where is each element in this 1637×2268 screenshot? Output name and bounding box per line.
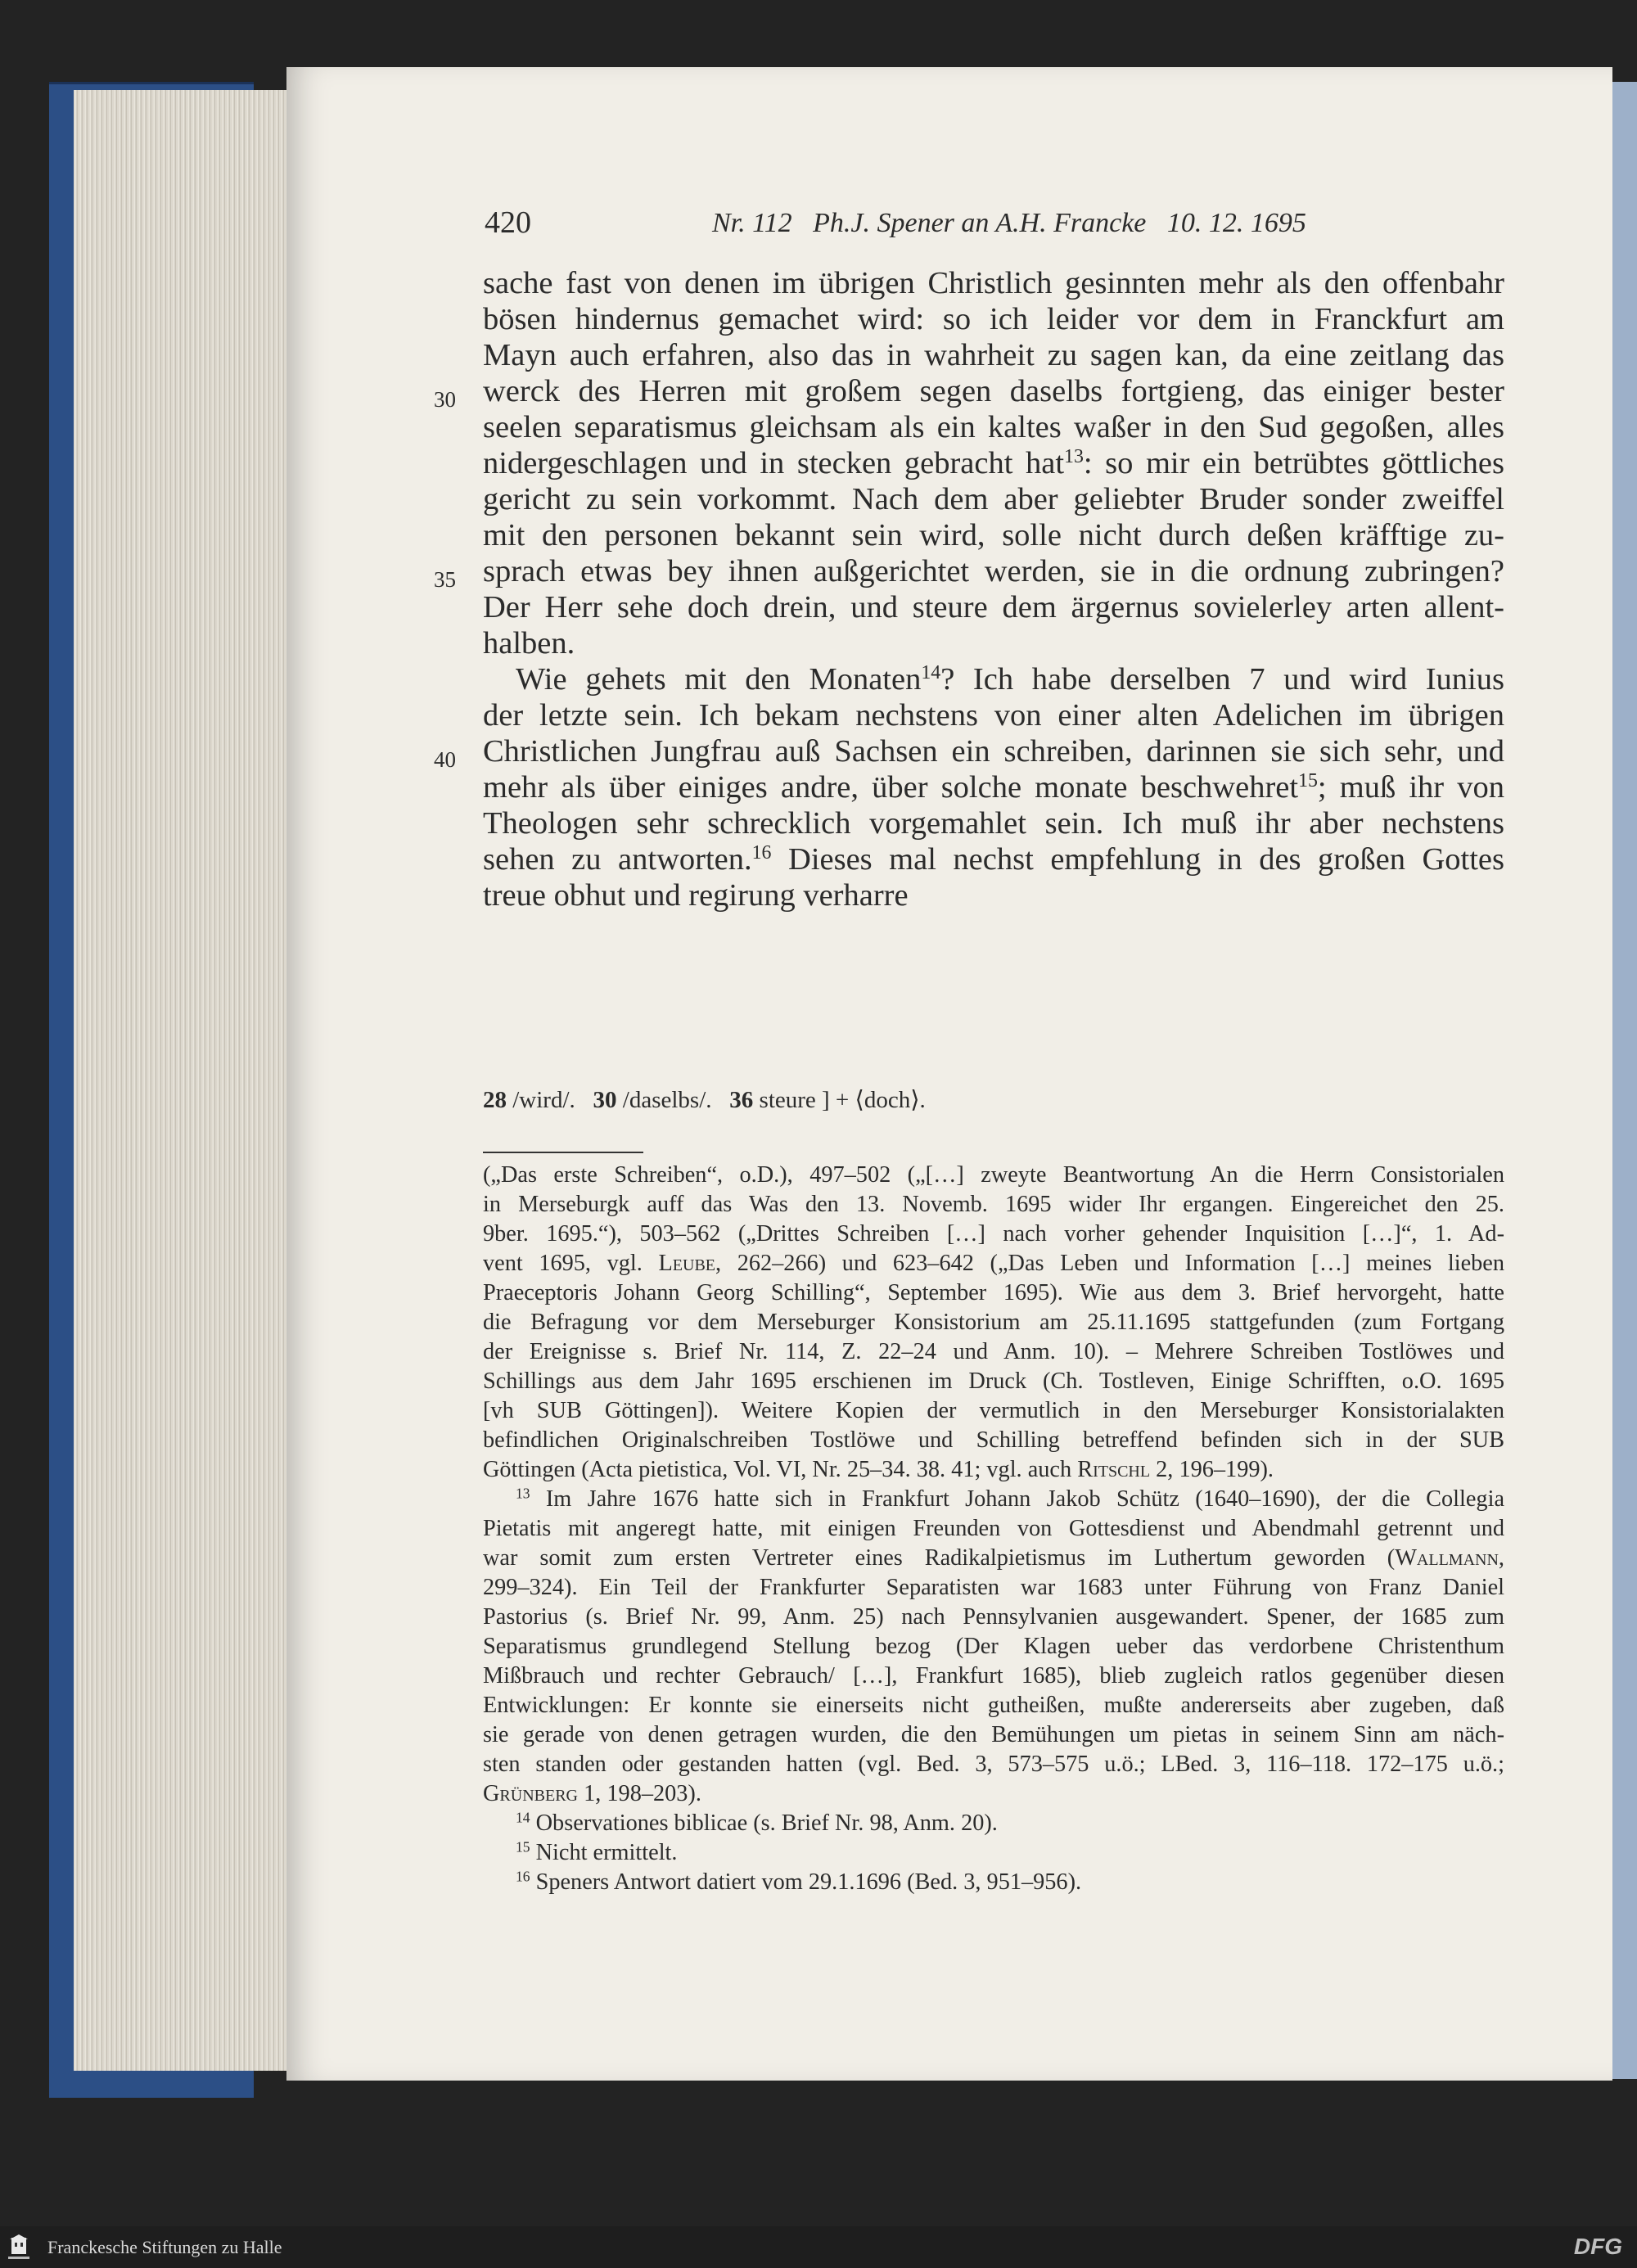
body-line: gericht zu sein vorkommt. Nach dem aber geliebter Bruder sonder zweiffel [483,482,1504,516]
body-line: sache fast von denen im übrigen Christlich gesinnten mehr als den offenbahr [483,266,1504,300]
footnote-line: $^{16}$ Speners Antwort datiert vom 29.1.1696 (Bed. 3, 951–956). [516,1868,1082,1895]
footnote-divider [483,1152,643,1153]
footnote-line: Pastorius (s. Brief Nr. 99, Anm. 25) nach Pennsylvanien ausgewandert. Spener, der 1685 zum [483,1604,1504,1630]
institution-logo-icon [5,2234,33,2262]
dfg-logo: DFG [1573,2234,1622,2259]
body-line: halben. [483,626,575,661]
line-number: 35 [434,567,456,592]
footnote-ref: 16 [751,841,772,863]
footnote-line: die Befragung vor dem Merseburger Konsistorium am 25.11.1695 stattgefunden (zum Fortgang [483,1310,1504,1335]
footnote-line: Mißbrauch und rechter Gebrauch/ […], Frankfurt 1685), blieb zugleich ratlos gegenüber diesen [483,1663,1504,1689]
footnote-line: sten standen oder gestanden hatten (vgl. Bed. 3, 573–575 u.ö.; LBed. 3, 116–118. 172–175 u.ö.; [483,1752,1504,1777]
page-number: 420 [485,205,531,240]
footnote-line: vent 1695, vgl. Leube, 262–266) und 623–642 („Das Leben und Information […] meines lieben [483,1251,1504,1276]
body-line: nidergeschlagen und in stecken gebracht hat$^{13}$: so mir ein betrübtes göttliches [483,445,1504,480]
footnote-line: befindlichen Originalschreiben Tostlöwe und Schilling betreffend befinden sich in der SUB [483,1427,1504,1453]
footnote-ref: 13 [1064,445,1084,467]
running-head: Nr. 112 Ph.J. Spener an A.H. Francke 10. 12. 1695 [712,208,1306,238]
footnote-ref: 14 [921,661,941,683]
body-line: Christlichen Jungfrau auß Sachsen ein schreiben, darinnen sie sich sehr, und [483,734,1504,769]
institution-name: Franckesche Stiftungen zu Halle [47,2237,282,2257]
footnote-line: sie gerade von denen getragen wurden, die den Bemühungen um pietas in seinem Sinn am näch- [483,1722,1504,1747]
footnote-line: Göttingen (Acta pietistica, Vol. VI, Nr. 25–34. 38. 41; vgl. auch Ritschl 2, 196–199). [483,1457,1274,1482]
page-edges [74,90,286,2071]
footnote-line: Praeceptoris Johann Georg Schilling“, September 1695). Wie aus dem 3. Brief hervorgeht, hatte [483,1280,1504,1305]
body-line: werck des Herren mit großem segen daselbs fortgieng, das einiger bester [483,374,1504,408]
footnote-number: 14 [516,1809,530,1826]
body-line: der letzte sein. Ich bekam nechstens von einer alten Adelichen im übrigen [483,698,1504,733]
footnote-line: Grünberg 1, 198–203). [483,1781,701,1806]
footnote-line: Pietatis mit angeregt hatte, mit einigen Freunden von Gottesdienst und Abendmahl getrennt und [483,1516,1504,1541]
body-line: Mayn auch erfahren, also das in wahrheit zu sagen kan, da eine zeitlang das [483,338,1504,372]
body-line: treue obhut und regirung verharre [483,878,909,913]
footnote-line: Schillings aus dem Jahr 1695 erschienen im Druck (Ch. Tostleven, Einige Schrifften, o.O. 1695 [483,1368,1504,1394]
footnote-line: $^{14}$ Observationes biblicae (s. Brief Nr. 98, Anm. 20). [516,1809,998,1836]
body-line: mehr als über einiges andre, über solche monate beschwehret$^{15}$; muß ihr von [483,769,1504,805]
body-line: mit den personen bekannt sein wird, solle nicht durch deßen kräfftige zu- [483,518,1504,552]
body-line: bösen hindernus gemachet wird: so ich leider vor dem in Franckfurt am [483,302,1504,336]
footnote-line: der Ereignisse s. Brief Nr. 114, Z. 22–24 und Anm. 10). – Mehrere Schreiben Tostlöwes und [483,1339,1504,1364]
body-line: seelen separatismus gleichsam als ein kaltes waßer in den Sud gegoßen, alles [483,410,1504,444]
footnote-number: 16 [516,1868,530,1885]
footnote-line: 299–324). Ein Teil der Frankfurter Separatisten war 1683 unter Führung von Franz Daniel [483,1575,1504,1600]
footnote-line: Entwicklungen: Er konnte sie einerseits nicht gutheißen, mußte andererseits aber zugeben, daß [483,1693,1504,1718]
body-line: sprach etwas bey ihnen außgerichtet werden, sie in die ordnung zubringen? [483,554,1504,588]
footnote-line: („Das erste Schreiben“, o.D.), 497–502 („[…] zweyte Beantwortung An die Herrn Consistorialen [483,1162,1504,1188]
footnote-line: $^{15}$ Nicht ermittelt. [516,1838,678,1865]
line-number: 40 [434,747,456,772]
body-line: Der Herr sehe doch drein, und steure dem ärgernus sovielerley arten allent- [483,590,1504,624]
footnote-line: $^{13}$ Im Jahre 1676 hatte sich in Frankfurt Johann Jakob Schütz (1640–1690), der die Collegia [516,1485,1504,1512]
footnote-ref: 15 [1298,769,1318,791]
footnote-number: 15 [516,1838,530,1855]
scan-background-strip [1611,82,1637,2079]
critical-apparatus: 28 /wird/. 30 /daselbs/. 36 steure ] + ⟨doch⟩. [483,1087,926,1113]
footnote-line: [vh SUB Göttingen]). Weitere Kopien der vermutlich in den Merseburger Konsistorialakten [483,1398,1504,1423]
line-number: 30 [434,387,456,412]
body-line: sehen zu antworten.$^{16}$ Dieses mal nechst empfehlung in des großen Gottes [483,841,1504,877]
footnote-line: in Merseburgk auff das Was den 13. Novemb. 1695 wider Ihr ergangen. Eingereichet den 25. [483,1192,1504,1217]
footnote-line: war somit zum ersten Vertreter eines Radikalpietismus im Luthertum geworden (Wallmann, [483,1545,1504,1571]
body-line: Wie gehets mit den Monaten$^{14}$? Ich habe derselben 7 und wird Iunius [516,661,1504,697]
footnote-line: 9ber. 1695.“), 503–562 („Drittes Schreiben […] nach vorher gehender Inquisition […]“, 1. Ad- [483,1221,1504,1247]
footnote-number: 13 [516,1485,530,1502]
footnote-line: Separatismus grundlegend Stellung bezog (Der Klagen ueber das verdorbene Christenthum [483,1634,1504,1659]
body-line: Theologen sehr schrecklich vorgemahlet sein. Ich muß ihr aber nechstens [483,806,1504,841]
